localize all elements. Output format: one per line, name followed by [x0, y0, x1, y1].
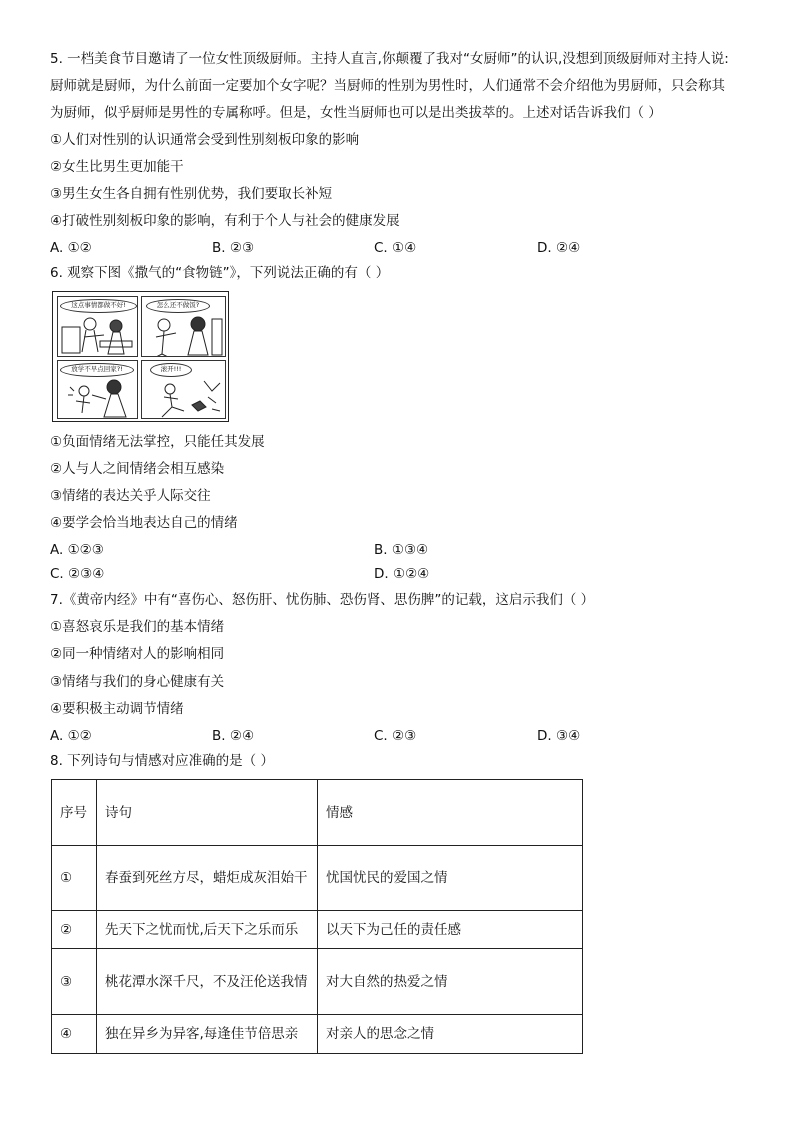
comic-panel-1 [57, 296, 138, 357]
comic-panel-2 [141, 296, 226, 357]
row-index: ② [52, 911, 97, 949]
q7-statement-3: ③情绪与我们的身心健康有关 [50, 674, 225, 690]
q6-statement-3: ③情绪的表达关乎人际交往 [50, 488, 211, 504]
q5-stem-line-1: 5. 一档美食节目邀请了一位女性顶级厨师。主持人直言,你颠覆了我对“女厨师”的认识,没想到顶级厨师对主持人说: [50, 51, 729, 67]
comic-image [52, 291, 229, 422]
row-index: ④ [52, 1015, 97, 1054]
q7-option-c[interactable]: C. ②③ [374, 728, 417, 744]
q6-statement-4: ④要学会恰当地表达自己的情绪 [50, 515, 238, 531]
q5-stem-line-2: 厨师就是厨师，为什么前面一定要加个女字呢？当厨师的性别为男性时，人们通常不会介绍他为男厨师，只会称其 [50, 78, 725, 94]
row-poem: 桃花潭水深千尺，不及汪伦送我情 [97, 949, 318, 1015]
q8-stem: 8. 下列诗句与情感对应准确的是（ ） [50, 753, 274, 769]
table-row [52, 1015, 583, 1054]
comic-panel-4 [141, 360, 226, 419]
q7-statement-2: ②同一种情绪对人的影响相同 [50, 646, 225, 662]
q5-statement-3: ③男生女生各自拥有性别优势，我们要取长补短 [50, 186, 333, 202]
row-index: ① [52, 846, 97, 911]
child-kicking-figure [142, 361, 226, 419]
row-emotion: 忧国忧民的爱国之情 [318, 846, 583, 911]
q7-statement-4: ④要积极主动调节情绪 [50, 701, 184, 717]
q7-option-d[interactable]: D. ③④ [537, 728, 581, 744]
q6-option-c[interactable]: C. ②③④ [50, 566, 105, 582]
comic-bubble-1: 这点事情都做不好! [60, 299, 137, 313]
comic-bubble-2: 怎么还不做饭? [146, 299, 210, 313]
q5-statement-4: ④打破性别刻板印象的影响，有利于个人与社会的健康发展 [50, 213, 400, 229]
q5-option-a[interactable]: A. ①② [50, 240, 92, 256]
comic-panel-3 [57, 360, 138, 419]
header-index: 序号 [52, 780, 97, 846]
table-row [52, 949, 583, 1015]
q5-option-d[interactable]: D. ②④ [537, 240, 581, 256]
row-emotion: 对大自然的热爱之情 [318, 949, 583, 1015]
q5-option-c[interactable]: C. ①④ [374, 240, 417, 256]
table-header-row [52, 780, 583, 846]
row-poem: 春蚕到死丝方尽，蜡炬成灰泪始干 [97, 846, 318, 911]
q5-option-b[interactable]: B. ②③ [212, 240, 255, 256]
q6-stem: 6. 观察下图《撒气的“食物链”》，下列说法正确的有（ ） [50, 265, 390, 281]
row-poem: 独在异乡为异客,每逢佳节倍思亲 [97, 1015, 318, 1054]
q6-statement-2: ②人与人之间情绪会相互感染 [50, 461, 225, 477]
q7-stem: 7.《黄帝内经》中有“喜伤心、怒伤肝、忧伤肺、恐伤肾、思伤脾”的记载，这启示我们（ ） [50, 592, 595, 608]
comic-bubble-3: 放学不早点回家?! [60, 363, 134, 377]
header-emotion: 情感 [318, 780, 583, 846]
row-emotion: 对亲人的思念之情 [318, 1015, 583, 1054]
q6-statement-1: ①负面情绪无法掌控，只能任其发展 [50, 434, 265, 450]
q5-statement-1: ①人们对性别的认识通常会受到性别刻板印象的影响 [50, 132, 360, 148]
row-emotion: 以天下为己任的责任感 [318, 911, 583, 949]
table-row [52, 911, 583, 949]
header-poem: 诗句 [97, 780, 318, 846]
row-poem: 先天下之忧而忧,后天下之乐而乐 [97, 911, 318, 949]
q7-statement-1: ①喜怒哀乐是我们的基本情绪 [50, 619, 225, 635]
mother-child-figure [58, 361, 138, 419]
q6-option-a[interactable]: A. ①②③ [50, 542, 104, 558]
q5-statement-2: ②女生比男生更加能干 [50, 159, 184, 175]
q6-option-d[interactable]: D. ①②④ [374, 566, 430, 582]
comic-bubble-4: 滚开!!! [150, 363, 192, 377]
q7-option-b[interactable]: B. ②④ [212, 728, 255, 744]
q7-option-a[interactable]: A. ①② [50, 728, 92, 744]
poem-emotion-table [51, 779, 583, 1054]
husband-wife-figure [142, 297, 226, 357]
q6-option-b[interactable]: B. ①③④ [374, 542, 429, 558]
table-row [52, 846, 583, 911]
boss-scolding-figure [58, 297, 138, 357]
q5-stem-line-3: 为厨师，似乎厨师是男性的专属称呼。但是，女性当厨师也可以是出类拔萃的。上述对话告诉我们（ ） [50, 105, 662, 121]
row-index: ③ [52, 949, 97, 1015]
